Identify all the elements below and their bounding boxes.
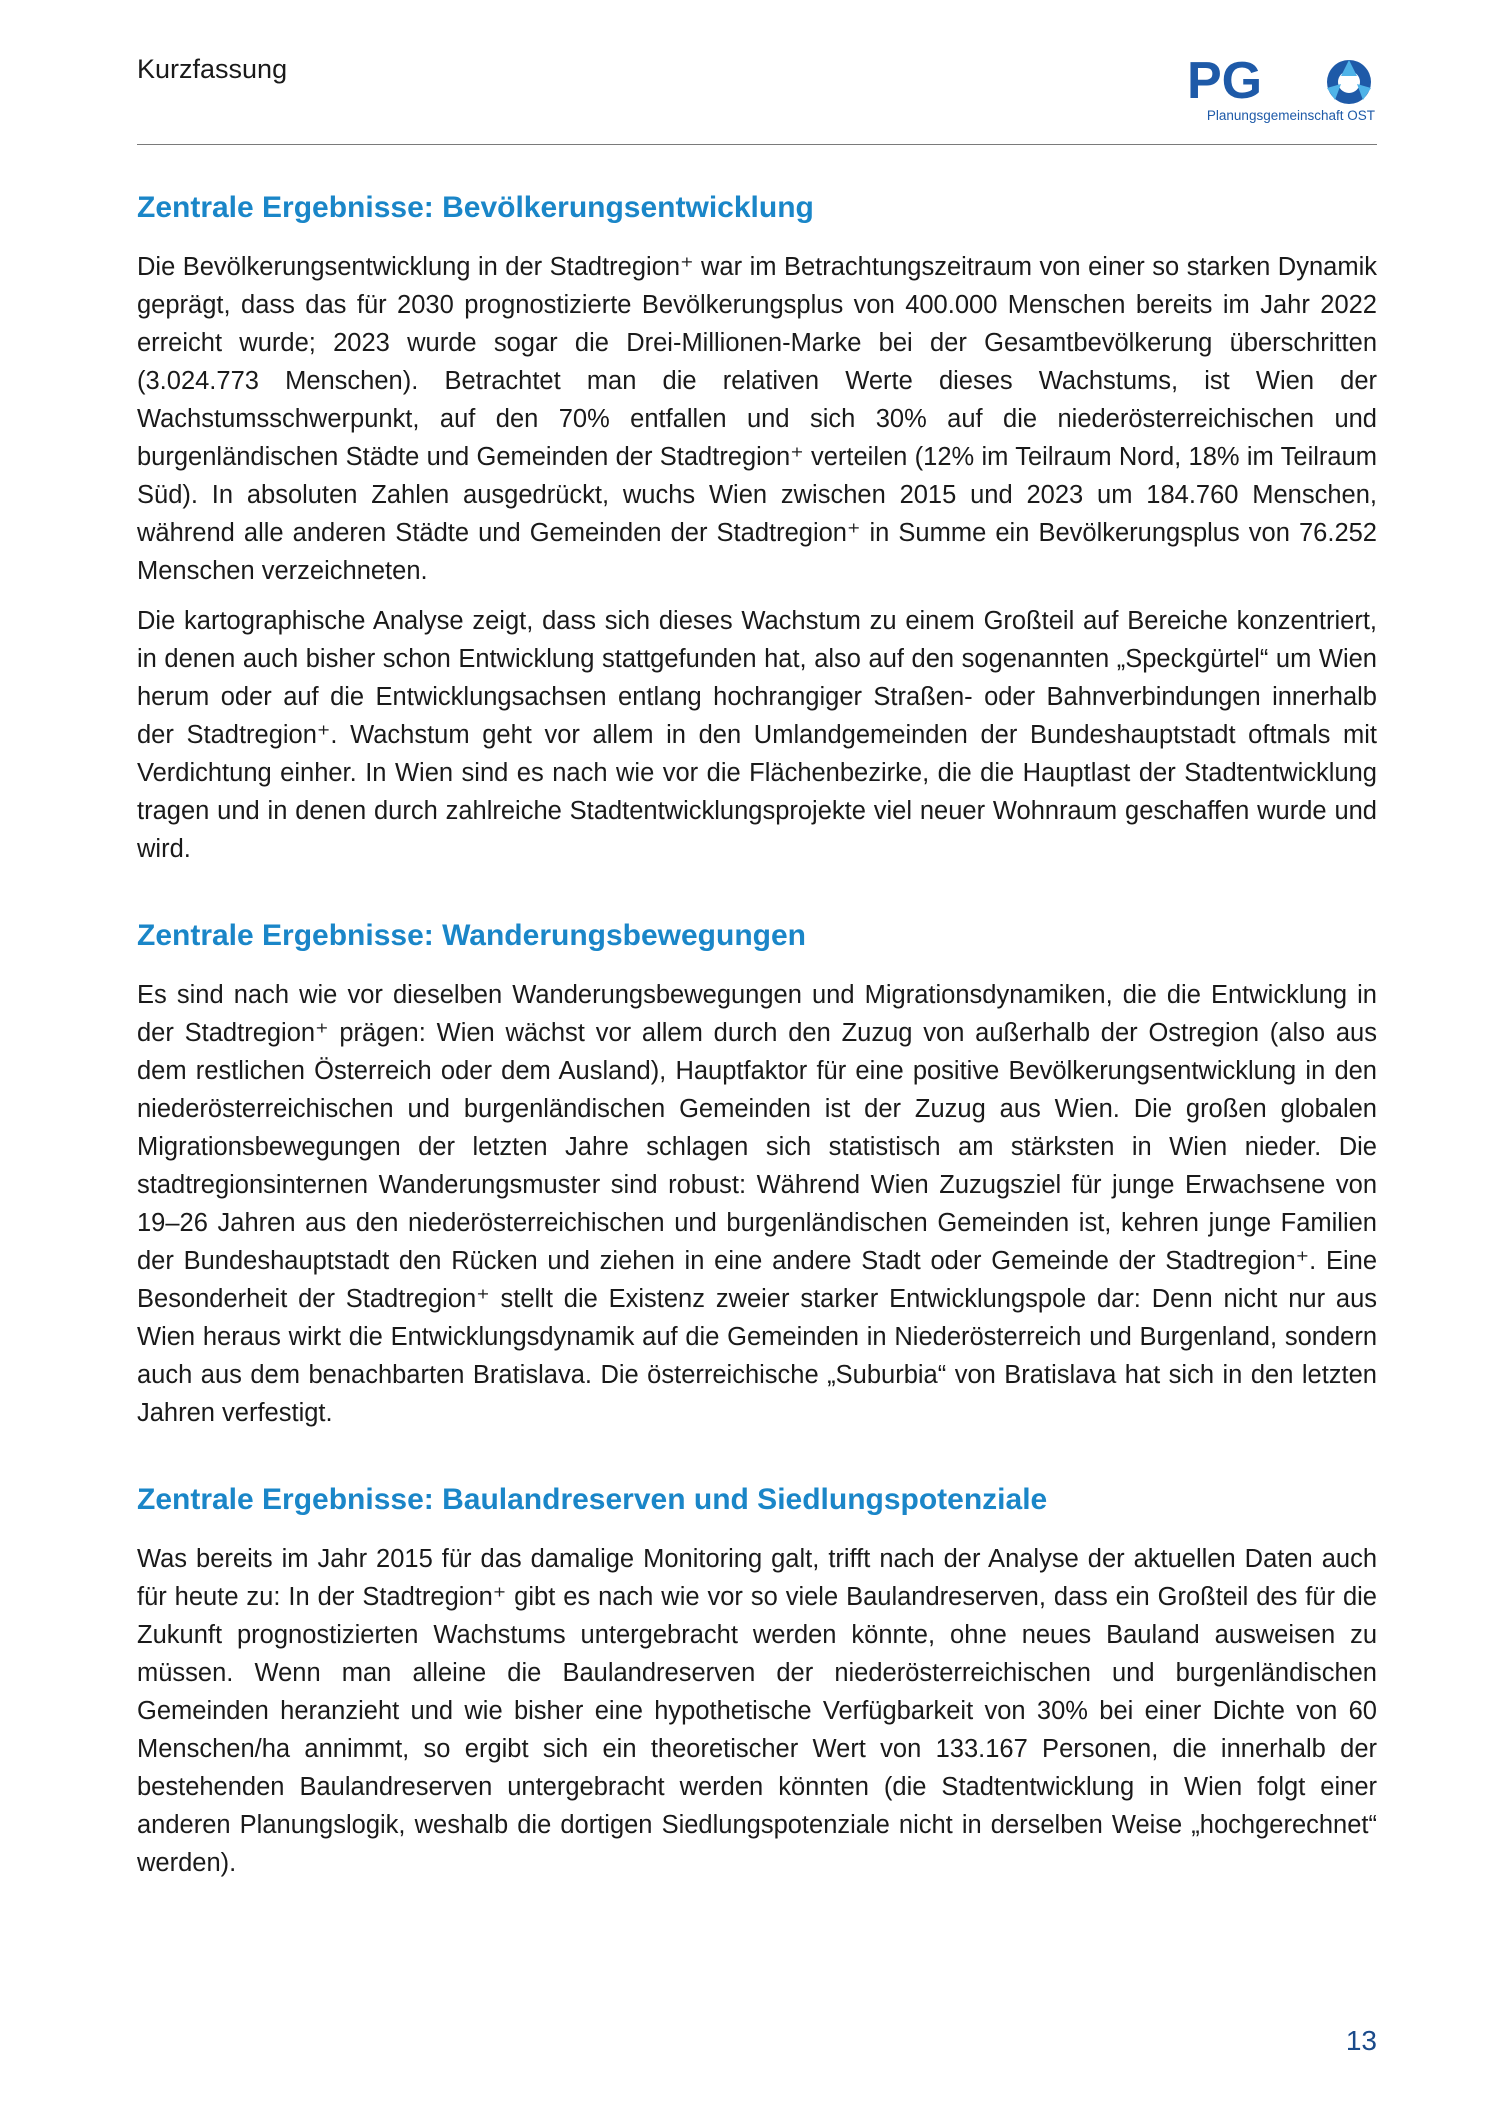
- pgo-logo-graphic: [1185, 54, 1377, 126]
- page-number: 13: [1345, 2025, 1377, 2056]
- logo-letters: PG: [1187, 54, 1263, 110]
- section-heading: Zentrale Ergebnisse: Bevölkerungsentwicklung: [137, 191, 814, 224]
- section-baulandreserven: [137, 1482, 1377, 1882]
- logo-subtitle: Planungsgemeinschaft OST: [1206, 108, 1375, 123]
- section-wanderungsbewegungen: [137, 918, 1377, 1432]
- section-heading: Zentrale Ergebnisse: Wanderungsbewegungen: [137, 919, 806, 952]
- section-bevoelkerungsentwicklung: [137, 190, 1377, 868]
- paragraph: Was bereits im Jahr 2015 für das damalige Monitoring galt, trifft nach der Analyse der aktuellen Daten auch für heute zu: In der Stadtregion⁺ gibt es nach wie vor so viele Baulandreserven, dass ein Großteil des für die Zukunft prognostizierten Wachstums untergebracht werden könnte, ohne neues Bauland ausweisen zu müssen. Wenn man alleine die Baulandreserven der niederösterreichischen und burgenländischen Gemeinden heranzieht und wie bisher eine hypothetische Verfügbarkeit von 30% bei einer Dichte von 60 Menschen/ha annimmt, so ergibt sich ein theoretischer Wert von 133.167 Personen, die innerhalb der bestehenden Baulandreserven untergebracht werden könnten (die Stadtentwicklung in Wien folgt einer anderen Planungslogik, weshalb die dortigen Siedlungspotenziale nicht in derselben Weise „hochgerechnet“ werden).: [137, 1545, 1377, 1877]
- page-header: [137, 48, 1377, 145]
- paragraph: Die Bevölkerungsentwicklung in der Stadtregion⁺ war im Betrachtungszeitraum von einer so starken Dynamik geprägt, dass das für 2030 prognostizierte Bevölkerungsplus von 400.000 Menschen bereits im Jahr 2022 erreicht wurde; 2023 wurde sogar die Drei-Millionen-Marke bei der Gesamtbevölkerung überschritten (3.024.773 Menschen). Betrachtet man die relativen Werte dieses Wachstums, ist Wien der Wachstumsschwerpunkt, auf den 70% entfallen und sich 30% auf die niederösterreichischen und burgenländischen Städte und Gemeinden der Stadtregion⁺ verteilen (12% im Teilraum Nord, 18% im Teilraum Süd). In absoluten Zahlen ausgedrückt, wuchs Wien zwischen 2015 und 2023 um 184.760 Menschen, während alle anderen Städte und Gemeinden der Stadtregion⁺ in Summe ein Bevölkerungsplus von 76.252 Menschen verzeichneten.: [137, 253, 1377, 585]
- section-heading: Zentrale Ergebnisse: Baulandreserven und Siedlungspotenziale: [137, 1483, 1048, 1516]
- logo-globe-icon: [1327, 60, 1371, 104]
- main-content: [137, 190, 1377, 1932]
- paragraph: Die kartographische Analyse zeigt, dass sich dieses Wachstum zu einem Großteil auf Bereiche konzentriert, in denen auch bisher schon Entwicklung stattgefunden hat, also auf den sogenannten „Speckgürtel“ um Wien herum oder auf die Entwicklungsachsen entlang hochrangiger Straßen- oder Bahnverbindungen innerhalb der Stadtregion⁺. Wachstum geht vor allem in den Umlandgemeinden der Bundeshauptstadt oftmals mit Verdichtung einher. In Wien sind es nach wie vor die Flächenbezirke, die die Hauptlast der Stadtentwicklung tragen und in denen durch zahlreiche Stadtentwicklungsprojekte viel neuer Wohnraum geschaffen wurde und wird.: [137, 607, 1377, 863]
- paragraph: Es sind nach wie vor dieselben Wanderungsbewegungen und Migrationsdynamiken, die die Entwicklung in der Stadtregion⁺ prägen: Wien wächst vor allem durch den Zuzug von außerhalb der Ostregion (also aus dem restlichen Österreich oder dem Ausland), Hauptfaktor für eine positive Bevölkerungsentwicklung in den niederösterreichischen und burgenländischen Gemeinden ist der Zuzug aus Wien. Die großen globalen Migrationsbewegungen der letzten Jahre schlagen sich statistisch am stärksten in Wien nieder. Die stadtregionsinternen Wanderungsmuster sind robust: Während Wien Zuzugsziel für junge Erwachsene von 19–26 Jahren aus den niederösterreichischen und burgenländischen Gemeinden ist, kehren junge Familien der Bundeshauptstadt den Rücken und ziehen in eine andere Stadt oder Gemeinde der Stadtregion⁺. Eine Besonderheit der Stadtregion⁺ stellt die Existenz zweier starker Entwicklungspole dar: Denn nicht nur aus Wien heraus wirkt die Entwicklungsdynamik auf die Gemeinden in Niederösterreich und Burgenland, sondern auch aus dem benachbarten Bratislava. Die österreichische „Suburbia“ von Bratislava hat sich in den letzten Jahren verfestigt.: [137, 981, 1377, 1427]
- running-head: Kurzfassung: [137, 54, 288, 84]
- pgo-logo: [1185, 54, 1377, 126]
